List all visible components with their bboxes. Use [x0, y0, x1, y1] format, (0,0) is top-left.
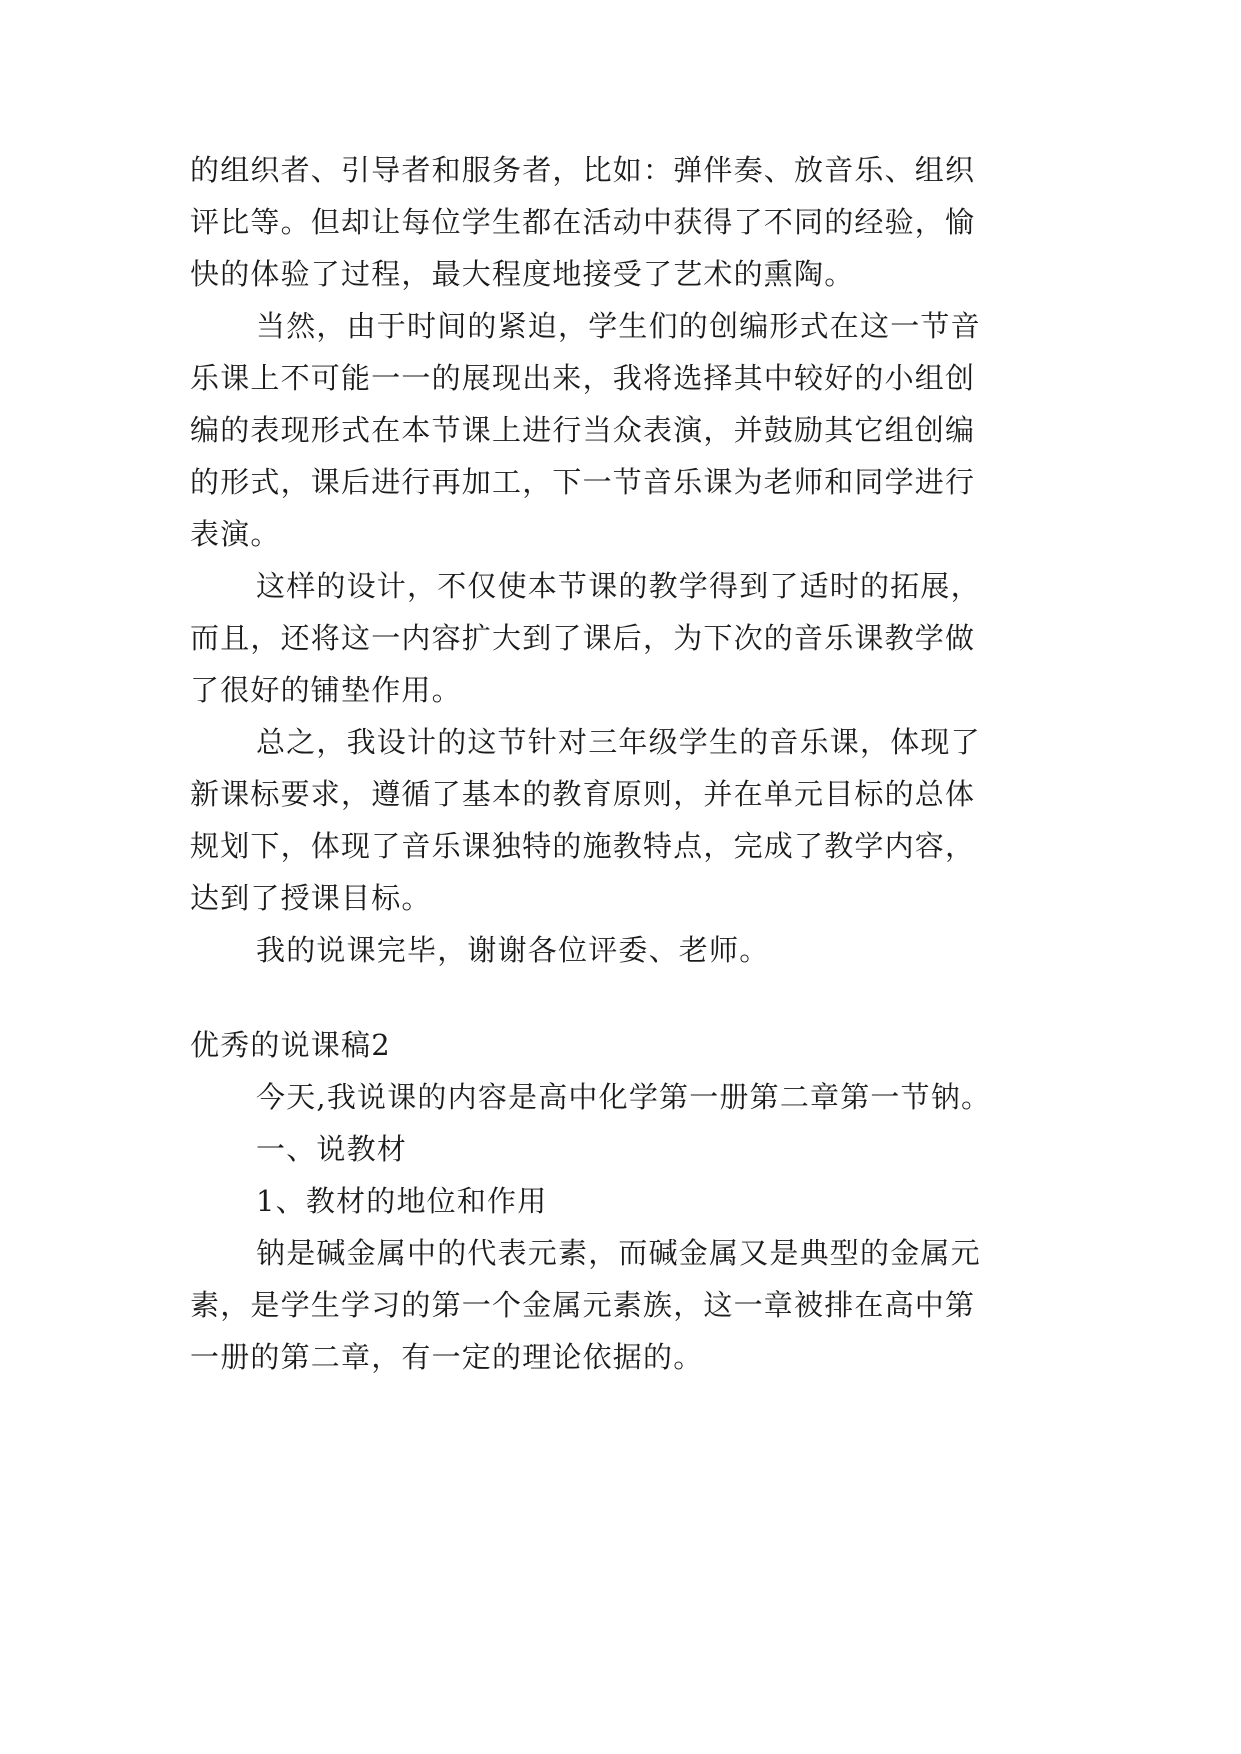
text-line: 的组织者、引导者和服务者，比如：弹伴奏、放音乐、组织 — [190, 153, 976, 187]
text-line: 一册的第二章，有一定的理论依据的。 — [190, 1340, 704, 1374]
paragraph-start-line: 钠是碱金属中的代表元素，而碱金属又是典型的金属元 — [256, 1236, 981, 1270]
text-line: 达到了授课目标。 — [190, 881, 432, 915]
text-line: 了很好的铺垫作用。 — [190, 673, 462, 707]
text-line: 而且，还将这一内容扩大到了课后，为下次的音乐课教学做 — [190, 621, 976, 655]
paragraph-start-line: 总之，我设计的这节针对三年级学生的音乐课，体现了 — [256, 725, 981, 759]
paragraph-start-line: 当然，由于时间的紧迫，学生们的创编形式在这一节音 — [256, 309, 981, 343]
text-line: 快的体验了过程，最大程度地接受了艺术的熏陶。 — [190, 257, 855, 291]
subheading-line: 一、说教材 — [256, 1132, 408, 1166]
paragraph-start-line: 今天,我说课的内容是高中化学第一册第二章第一节钠。 — [256, 1080, 992, 1114]
subheading-line: 1、教材的地位和作用 — [256, 1184, 548, 1218]
text-line: 素，是学生学习的第一个金属元素族，这一章被排在高中第 — [190, 1288, 976, 1322]
text-line: 规划下，体现了音乐课独特的施教特点，完成了教学内容， — [190, 829, 976, 863]
text-line: 的形式，课后进行再加工，下一节音乐课为老师和同学进行 — [190, 465, 976, 499]
paragraph-start-line: 这样的设计，不仅使本节课的教学得到了适时的拓展， — [256, 569, 981, 603]
text-line: 新课标要求，遵循了基本的教育原则，并在单元目标的总体 — [190, 777, 976, 811]
section-heading: 优秀的说课稿2 — [190, 1028, 391, 1062]
text-line: 表演。 — [190, 517, 281, 551]
text-line: 编的表现形式在本节课上进行当众表演，并鼓励其它组创编 — [190, 413, 976, 447]
paragraph-start-line: 我的说课完毕，谢谢各位评委、老师。 — [256, 933, 770, 967]
text-line: 乐课上不可能一一的展现出来，我将选择其中较好的小组创 — [190, 361, 976, 395]
text-line: 评比等。但却让每位学生都在活动中获得了不同的经验，愉 — [190, 205, 976, 239]
